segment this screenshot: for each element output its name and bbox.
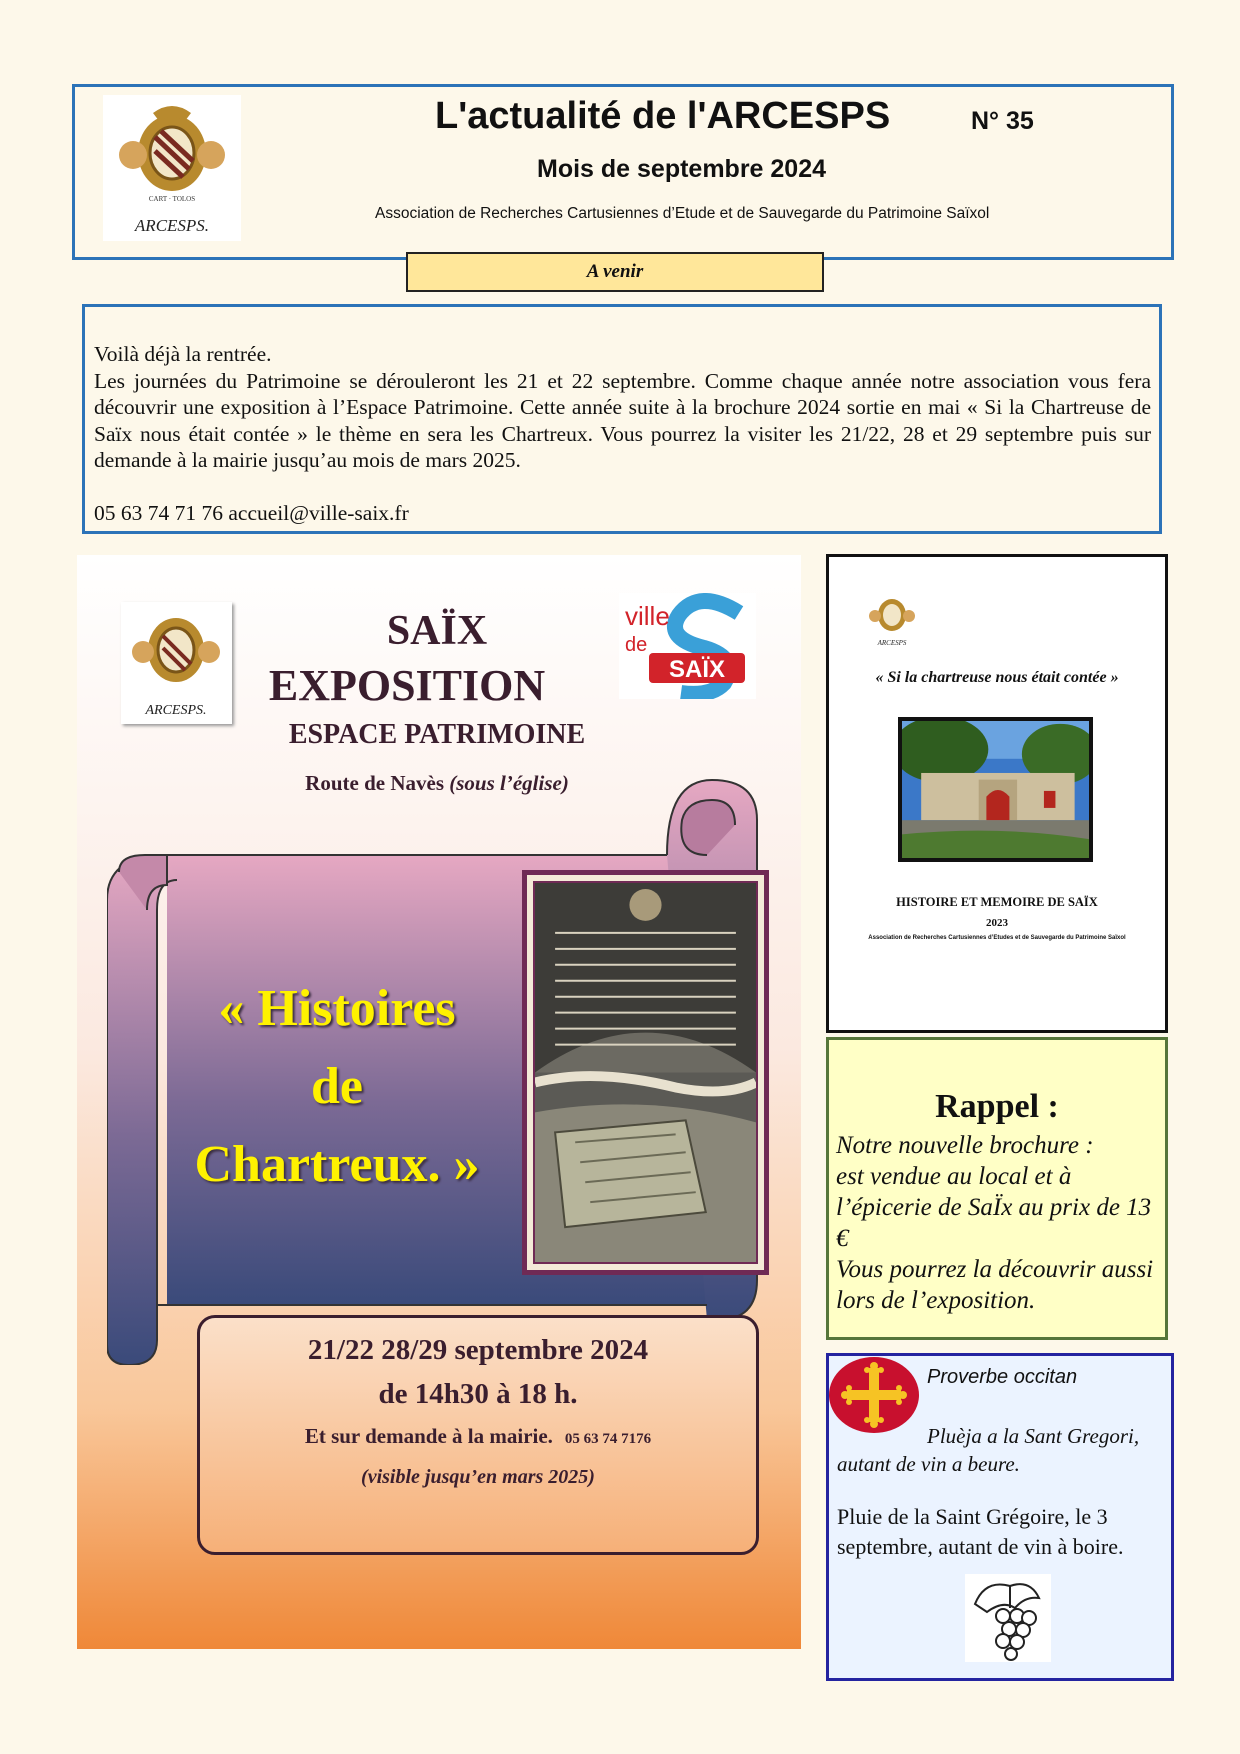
poster-theme: [147, 970, 527, 1204]
association-name: Association de Recherches Cartusiennes d’Etude et de Sauvegarde du Patrimoine Saïxol: [375, 205, 990, 222]
arcesps-logo: [103, 95, 241, 241]
proverb-french: Pluie de la Saint Grégoire, le 3 septembre, autant de vin à boire.: [837, 1504, 1124, 1559]
issue-number: N° 35: [971, 107, 1034, 135]
engraving-icon: [535, 883, 756, 1262]
poster-request-text: Et sur demande à la mairie.: [304, 1424, 553, 1448]
newsletter-header: [72, 84, 1174, 260]
exhibition-poster: [77, 555, 801, 1649]
svg-text:SAÏX: SAÏX: [668, 656, 726, 683]
chartreuse-photo-icon: [902, 721, 1089, 858]
grapes-icon: [965, 1574, 1051, 1662]
svg-text:ARCESPS.: ARCESPS.: [134, 216, 210, 235]
arcesps-crest-icon: [121, 602, 232, 724]
poster-dates: 21/22 28/29 septembre 2024: [307, 1334, 649, 1366]
poster-route-note: (sous l’église): [449, 771, 569, 795]
brochure-cover: [826, 554, 1168, 1033]
poster-arcesps-logo: [121, 602, 232, 724]
poster-route: [247, 771, 627, 796]
intro-greeting: Voilà déjà la rentrée.: [94, 342, 272, 366]
poster-request: [200, 1424, 756, 1449]
brochure-title: « Si la chartreuse nous était contée »: [875, 669, 1119, 686]
chartreuse-engraving-image: [522, 870, 769, 1275]
arcesps-crest-icon: [103, 95, 241, 241]
poster-theme-line3: Chartreux. »: [194, 1136, 480, 1193]
reminder-line1: Notre nouvelle brochure :: [836, 1132, 1094, 1159]
svg-text:ville: ville: [625, 601, 670, 631]
poster-venue: ESPACE PATRIMOINE: [288, 719, 586, 750]
reminder-text: [836, 1130, 1162, 1316]
svg-text:de: de: [625, 634, 648, 656]
poster-theme-line2: de: [311, 1058, 363, 1115]
proverb-box: [826, 1353, 1174, 1681]
brochure-heading: HISTOIRE ET MEMOIRE DE SAÏX: [896, 895, 1098, 909]
arcesps-crest-icon: [863, 593, 921, 649]
issue-month: Mois de septembre 2024: [537, 155, 827, 183]
reminder-title: Rappel :: [935, 1088, 1059, 1125]
poster-theme-line1: « Histoires: [218, 980, 456, 1037]
poster-visible-until: (visible jusqu’en mars 2025): [361, 1466, 595, 1488]
svg-text:CART · TOLOS: CART · TOLOS: [148, 195, 196, 203]
poster-route-name: Route de Navès: [305, 771, 444, 795]
intro-paragraph: Les journées du Patrimoine se dérouleront les 21 et 22 septembre. Comme chaque année notre association vous fera découvrir une exposition à l’Espace Patrimoine. Cette année suite à la brochure 2024 sortie en mai « Si la Chartreuse de Saïx nous était contée » le thème en sera les Chartreux. Vous pourrez la visiter les 21/22, 28 et 29 septembre puis sur demande à la mairie jusqu’au mois de mars 2025.: [94, 368, 1151, 472]
intro-box: [82, 304, 1162, 534]
newsletter-title: L'actualité de l'ARCESPS: [435, 95, 891, 137]
chartreuse-photo: [898, 717, 1093, 862]
svg-text:ARCESPS.: ARCESPS.: [145, 703, 207, 718]
poster-city: SAÏX: [386, 608, 488, 654]
ville-de-saix-logo: [619, 593, 756, 699]
intro-contact: 05 63 74 71 76 accueil@ville-saix.fr: [94, 500, 409, 525]
reminder-line2: est vendue au local et à l’épicerie de SaЇx au prix de 13 €: [836, 1163, 1152, 1252]
poster-event: EXPOSITION: [268, 661, 546, 710]
brochure-logo: [863, 593, 921, 649]
svg-text:ARCESPS: ARCESPS: [877, 639, 907, 647]
reminder-line3: Vous pourrez la découvrir aussi lors de l’exposition.: [836, 1256, 1154, 1314]
reminder-box: [826, 1037, 1168, 1340]
proverb-label: Proverbe occitan: [927, 1366, 1078, 1388]
proverb-occitan: Pluèja a la Sant Gregori, autant de vin a beure.: [837, 1424, 1140, 1476]
brochure-year: 2023: [986, 917, 1008, 929]
poster-hours: de 14h30 à 18 h.: [378, 1378, 578, 1410]
ville-de-saix-logo-icon: [619, 593, 756, 699]
brochure-association: Association de Recherches Cartusiennes d’Etudes et de Sauvegarde du Patrimoine Saïxol: [868, 935, 1126, 941]
poster-dates-box: [197, 1315, 759, 1555]
poster-phone: 05 63 74 7176: [564, 1431, 652, 1447]
section-banner: A venir: [406, 252, 824, 292]
